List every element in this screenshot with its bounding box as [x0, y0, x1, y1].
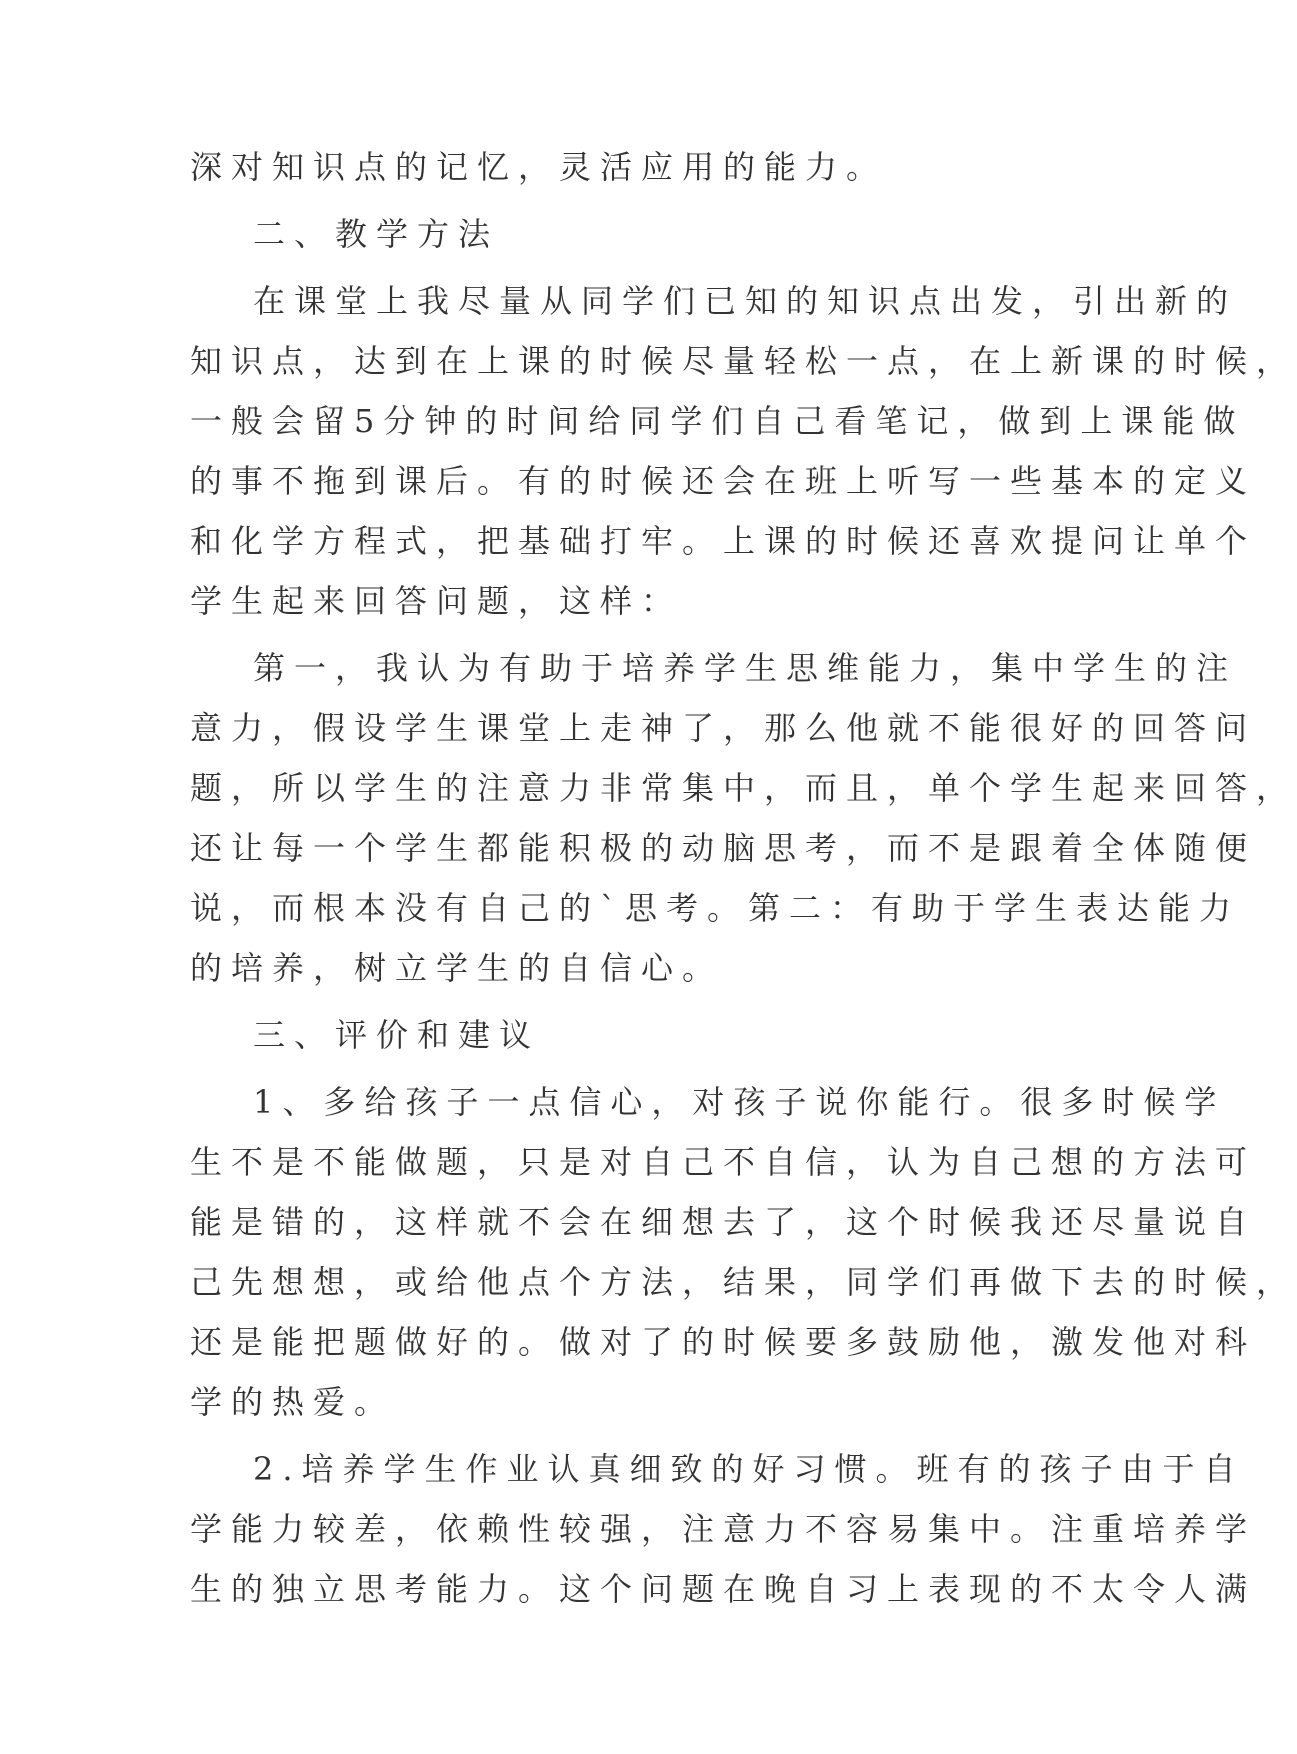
text-line: 生的独立思考能力。这个问题在晚自习上表现的不太令人满: [190, 1570, 1257, 1608]
text-line: 学生起来回答问题，这样：: [190, 582, 683, 620]
text-line: 说，而根本没有自己的`思考。第二：有助于学生表达能力: [190, 889, 1241, 927]
text-line: 题，所以学生的注意力非常集中，而且，单个学生起来回答，: [190, 769, 1297, 807]
text-line: 在课堂上我尽量从同学们已知的知识点出发，引出新的: [253, 282, 1238, 320]
text-line: 的培养，树立学生的自信心。: [190, 949, 724, 987]
text-line: 学能力较差，依赖性较强，注意力不容易集中。注重培养学: [190, 1510, 1257, 1548]
text-line: 深对知识点的记忆，灵活应用的能力。: [190, 148, 888, 186]
text-line: 能是错的，这样就不会在细想去了，这个时候我还尽量说自: [190, 1203, 1257, 1241]
text-line: 意力，假设学生课堂上走神了，那么他就不能很好的回答问: [190, 709, 1257, 747]
text-line: 1、多给孩子一点信心，对孩子说你能行。很多时候学: [253, 1083, 1226, 1121]
text-line: 还让每一个学生都能积极的动脑思考，而不是跟着全体随便: [190, 829, 1257, 867]
text-line: 第一，我认为有助于培养学生思维能力，集中学生的注: [253, 649, 1238, 687]
text-line: 生不是不能做题，只是对自己不自信，认为自己想的方法可: [190, 1143, 1257, 1181]
section-heading: 三、评价和建议: [253, 1016, 541, 1054]
text-line: 2.培养学生作业认真细致的好习惯。班有的孩子由于自: [253, 1450, 1245, 1488]
text-line: 的事不拖到课后。有的时候还会在班上听写一些基本的定义: [190, 462, 1257, 500]
text-line: 己先想想，或给他点个方法，结果，同学们再做下去的时候，: [190, 1263, 1297, 1301]
text-line: 知识点，达到在上课的时候尽量轻松一点，在上新课的时候，: [190, 342, 1297, 380]
text-line: 学的热爱。: [190, 1383, 396, 1421]
text-line: 还是能把题做好的。做对了的时候要多鼓励他，激发他对科: [190, 1323, 1257, 1361]
section-heading: 二、教学方法: [253, 215, 500, 253]
text-line: 一般会留5分钟的时间给同学们自己看笔记，做到上课能做: [190, 402, 1245, 440]
text-line: 和化学方程式，把基础打牢。上课的时候还喜欢提问让单个: [190, 522, 1257, 560]
